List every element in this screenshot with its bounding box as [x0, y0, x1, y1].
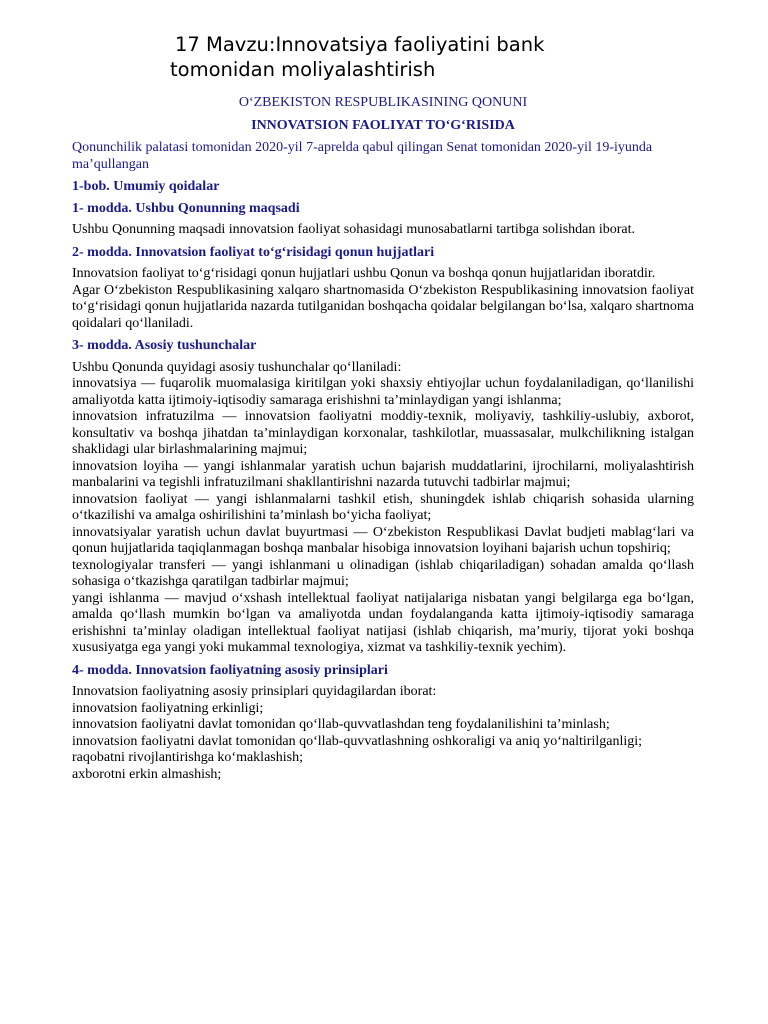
article3-paragraph: innovatsion loyiha — yangi ishlanmalar yaratish uchun bajarish muddatlarini, ijrochilarni, moliyalashtirish manbalarini va tegishli infratuzilmani shakllantirishni nazarda tutuvchi tadbirlar majmui; [72, 458, 694, 490]
article3-paragraph: innovatsiyalar yaratish uchun davlat buyurtmasi — O‘zbekiston Respublikasi Davlat budjeti mablag‘lari va qonun hujjatlarida taqiqlanmagan boshqa manbalar hisobiga innovatsion loyihani bajarish uchun topshiriq; [72, 524, 694, 556]
article4-paragraph: innovatsion faoliyatning erkinligi; [72, 700, 264, 716]
article2-paragraph: Agar O‘zbekiston Respublikasining xalqaro shartnomasida O‘zbekiston Respublikasining innovatsion faoliyat to‘g‘risidagi qonun hujjatlarida nazarda tutilganidan boshqacha qoidalar belgilangan bo‘lsa, xalqaro shartnoma qoidalari qo‘llaniladi. [72, 282, 694, 331]
article3-paragraph: yangi ishlanma — mavjud o‘xshash intellektual faoliyat natijalariga nisbatan yangi belgilarga ega bo‘lgan, amalda qo‘llash mumkin bo‘lgan va amaliyotda undan foydalanganda katta ijtimoiy-iqtisodiy samaraga erishishni ta’minlay oladigan intellektual faoliyat natijasi (ishlab chiqarish, ma’muriy, tijorat yoki boshqa xususiyatga ega yangi yoki mukammal texnologiya, xizmat va tashkiliy-texnik yechim). [72, 590, 694, 655]
article4-paragraph: Innovatsion faoliyatning asosiy prinsiplari quyidagilardan iborat: [72, 684, 437, 699]
law-subtitle: INNOVATSION FAOLIYAT TO‘G‘RISIDA [251, 117, 515, 133]
article3-body [72, 360, 694, 657]
article4-paragraph: innovatsion faoliyatni davlat tomonidan qo‘llab-quvvatlashning oshkoraligi va aniq yo‘naltirilganligi; [72, 733, 643, 749]
page-title-line2: tomonidan moliyalashtirish [170, 58, 436, 81]
document-body [72, 95, 694, 789]
article2-heading: 2- modda. Innovatsion faoliyat to‘g‘risidagi qonun hujjatlari [72, 244, 435, 260]
article4-paragraph: innovatsion faoliyatni davlat tomonidan qo‘llab-quvvatlashdan teng foydalanilishini ta’minlash; [72, 717, 610, 732]
article3-heading: 3- modda. Asosiy tushunchalar [72, 338, 257, 353]
article3-paragraph: innovatsiya — fuqarolik muomalasiga kiritilgan yoki shaxsiy ehtiyojlar uchun foydalaniladigan, qo‘llanilishi amaliyotda katta ijtimoiy-iqtisodiy samaraga erishishni ta’minlaydigan yangi ishlanma; [72, 376, 694, 408]
article4-paragraph: axborotni erkin almashish; [72, 766, 222, 782]
article3-paragraph: innovatsion infratuzilma — innovatsion faoliyatni moddiy-texnik, moliyaviy, tashkiliy-uslubiy, axborot, konsultativ va boshqa jihatdan ta’minlaydigan korxonalar, tashkilotlar, muassasalar, mulkchilikning istalgan shaklidagi ular birlashmalarining majmui; [72, 409, 694, 457]
article3-paragraph: innovatsion faoliyat — yangi ishlanmalarni tashkil etish, shuningdek ishlab chiqarish sohasida ularning o‘tkazilishi va amalga oshirilishini ta’minlash bo‘yicha faoliyat; [72, 491, 694, 523]
article4-body [72, 684, 694, 783]
chapter1-heading: 1-bob. Umumiy qoidalar [72, 179, 220, 194]
article3-paragraph: Ushbu Qonunda quyidagi asosiy tushunchalar qo‘llaniladi: [72, 359, 402, 375]
article2-paragraph: Innovatsion faoliyat to‘g‘risidagi qonun hujjatlari ushbu Qonun va boshqa qonun hujjatlaridan iboratdir. [72, 266, 656, 281]
article1-paragraph: Ushbu Qonunning maqsadi innovatsion faoliyat sohasidagi munosabatlarni tartibga solishdan iborat. [72, 222, 636, 237]
law-title: O‘ZBEKISTON RESPUBLIKASINING QONUNI [238, 95, 528, 110]
article1-heading: 1- modda. Ushbu Qonunning maqsadi [72, 200, 300, 216]
page-title-line1: 17 Mavzu:Innovatsiya faoliyatini bank [175, 33, 545, 56]
article2-body [72, 266, 694, 332]
law-intro: Qonunchilik palatasi tomonidan 2020-yil 7-aprelda qabul qilingan Senat tomonidan 2020-yil 19-iyunda ma’qullangan [72, 140, 653, 172]
page-title [170, 32, 544, 82]
article4-paragraph: raqobatni rivojlantirishga ko‘maklashish; [72, 750, 303, 765]
article3-paragraph: texnologiyalar transferi — yangi ishlanmani u olinadigan (ishlab chiqariladigan) sohadan amalda qo‘llash sohasiga o‘tkazishga qaratilgan tadbirlar majmui; [72, 557, 694, 589]
article4-heading: 4- modda. Innovatsion faoliyatning asosiy prinsiplari [72, 662, 388, 678]
article1-body [72, 222, 694, 239]
